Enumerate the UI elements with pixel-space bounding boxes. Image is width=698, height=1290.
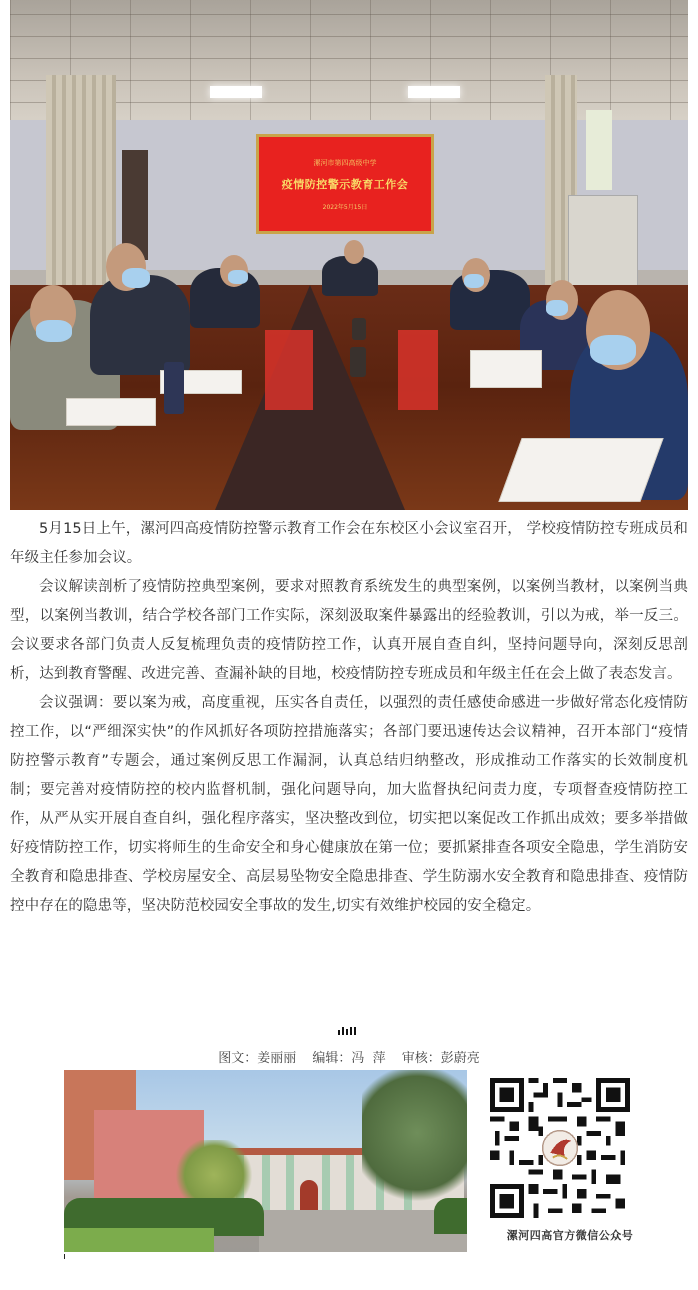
face-mask [36,320,72,342]
banner-title: 疫情防控警示教育工作会 [281,177,409,191]
meeting-photo [10,0,688,510]
document [470,350,542,388]
face-mask [546,300,568,316]
window [586,110,612,190]
banner-date: 2022年5月15日 [322,203,368,211]
document [498,438,663,502]
footer-banner [64,1070,665,1252]
meeting-banner [256,134,434,234]
paragraph-analysis: 会议解读剖析了疫情防控典型案例，要求对照教育系统发生的典型案例，以案例当教材，以案例当典型，以案例当教训，结合学校各部门工作实际，深刻汲取案件暴露出的经验教训，引以为戒，举一反三。会议要求各部门负责人反复梳理负责的疫情防控工作，认真开展自查自纠，坚持问题导向，深刻反思剖析，达到教育警醒、改进完善、查漏补缺的目地，校疫情防控专班成员和年级主任在会上做了表态发言。 [10,579,688,682]
face-mask [122,268,150,288]
paragraph-intro: 5月15日上午，漯河四高疫情防控警示教育工作会在东校区小会议室召开， 学校疫情防控专班成员和年级主任参加会议。 [10,521,688,566]
pen-holder [352,318,366,340]
text-caret [64,1254,65,1259]
participant [90,275,190,375]
cabinet [568,195,638,287]
ceiling-light [408,86,460,98]
credits-line [0,1047,698,1066]
participant-head [344,240,364,264]
face-mask [228,270,248,284]
face-mask [464,274,484,288]
reviewer-credit: 审核：彭蔚亮 [401,1051,480,1066]
qr-code-icon [490,1078,630,1218]
editor-credit: 编辑：冯 萍 [312,1051,386,1066]
document [66,398,156,426]
paragraph-emphasis: 会议强调：要以案为戒，高度重视，压实各自责任，以强烈的责任感使命感进一步做好常态化疫情防控工作，以“严细深实快”的作风抓好各项防控措施落实；各部门要迅速传达会议精神，召开本部门“疫情防控警示教育”专题会，通过案例反思工作漏洞，认真总结归纳整改，形成推动工作落实的长效制度机制；要完善对疫情防控的校内监督机制，强化问题导向，加大监督执纪问责力度，专项督查疫情防控工作，从严从实开展自查自纠，强化程序落实，坚决整改到位，切实把以案促改工作抓出成效；要多举措做好疫情防控工作，切实将师生的生命安全和身心健康放在第一位；要抓紧排查各项安全隐患，学生消防安全教育和隐患排查、学校房屋安全、高层易坠物安全隐患排查、学生防溺水安全教育和隐患排查、疫情防控中存在的隐患等，坚决防范校园安全事故的发生,切实有效维护校园的安全稳定。 [10,695,688,914]
article-body [10,515,688,921]
water-bottle [164,362,184,414]
table-cloth [398,330,438,410]
banner-school-name: 漯河市第四高级中学 [313,158,377,167]
qr-code-block [480,1070,665,1252]
pen-holder [350,347,366,377]
divider-bars-icon [338,1027,356,1035]
campus-photo [64,1070,467,1252]
table-cloth [265,330,313,410]
face-mask [590,335,636,365]
author-credit: 图文：姜丽丽 [218,1051,297,1066]
curtain-left [46,75,116,285]
qr-caption: 漯河四高官方微信公众号 [506,1229,634,1242]
ceiling-light [210,86,262,98]
